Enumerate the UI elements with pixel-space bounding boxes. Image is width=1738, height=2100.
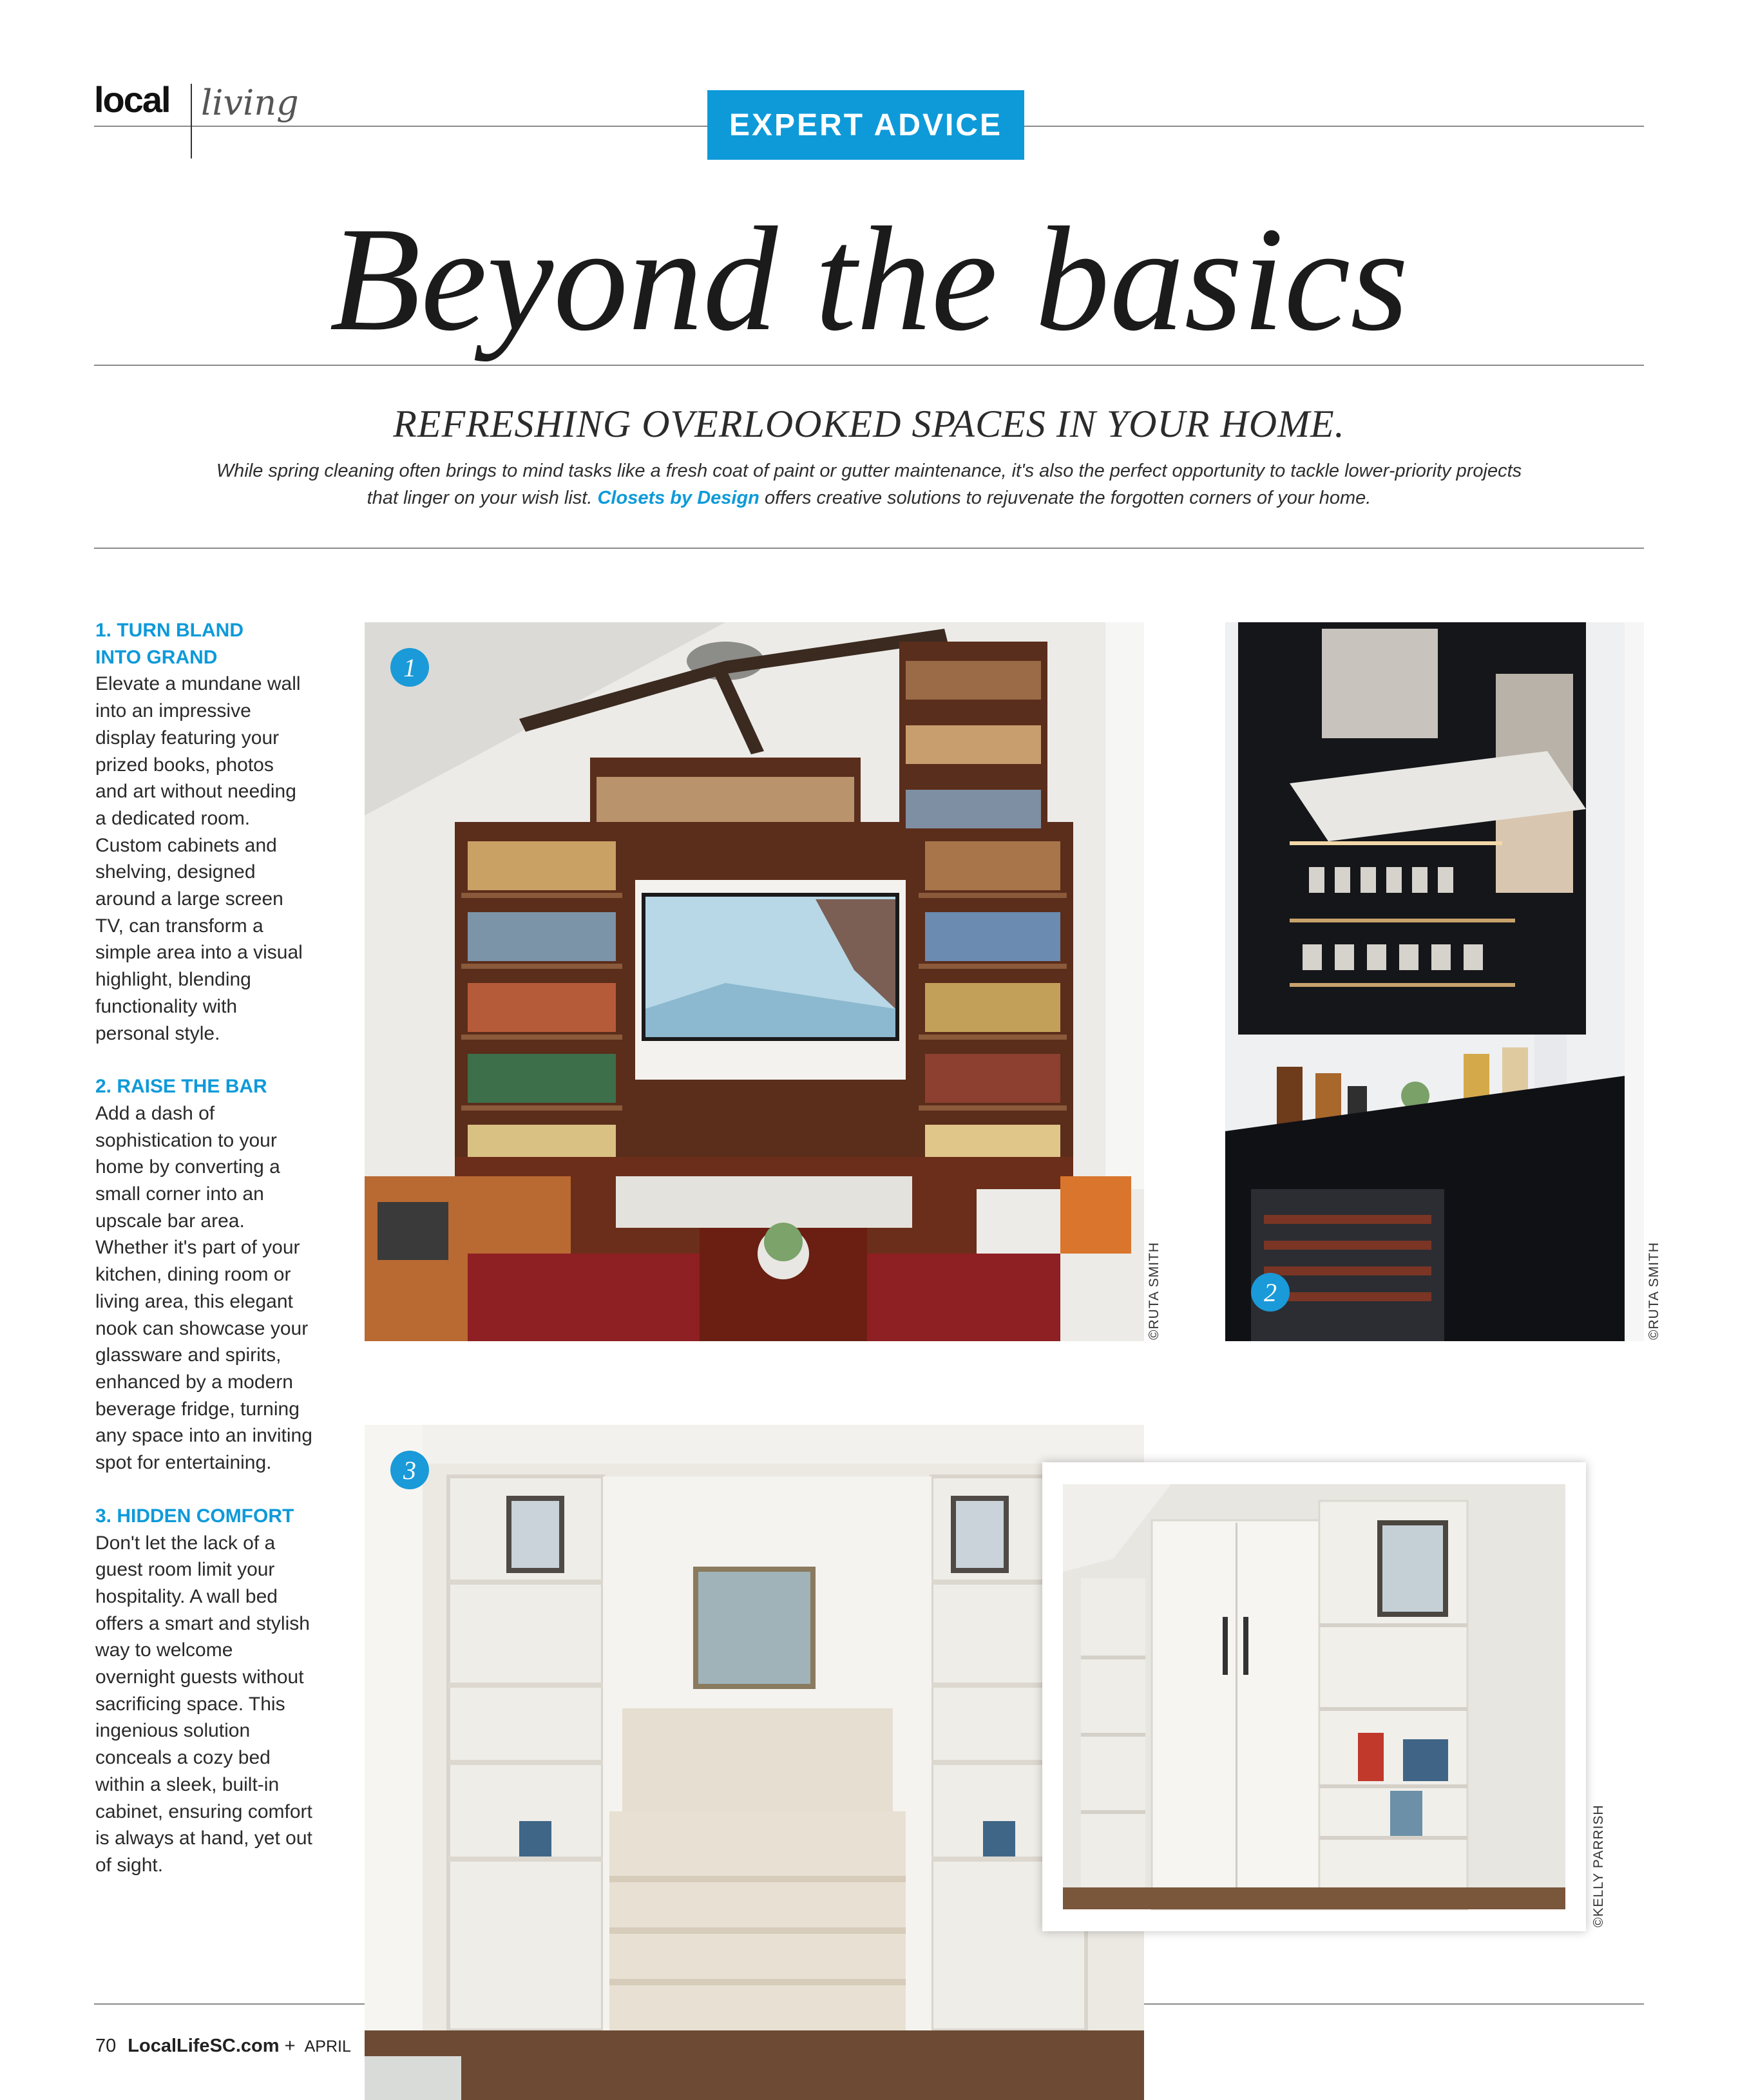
issue-month: APRIL	[304, 2038, 351, 2056]
article-title: Beyond the basics	[329, 196, 1409, 362]
tip-item	[95, 1503, 334, 1879]
folio-separator: +	[284, 2036, 296, 2056]
photo-number-badge: 3	[390, 1451, 429, 1489]
inset-illustration	[1042, 1462, 1586, 1931]
intro-rule	[94, 548, 1644, 549]
section-tag: EXPERT ADVICE	[707, 90, 1024, 160]
article-deck: REFRESHING OVERLOOKED SPACES IN YOUR HOME.	[393, 403, 1345, 445]
wall-bed-illustration	[365, 1425, 1144, 2100]
tip-body: Don't let the lack of a guest room limit your hospitality. A wall bed offers a smart and stylish way to welcome overnight guests without sacrificing space. This ingenious solution conceals a cozy bed within a sleek, built-in cabinet, ensuring comfort is always at hand, yet out of sight.	[95, 1532, 312, 1876]
header-rule-left	[94, 126, 707, 127]
intro-text-2: offers creative solutions to rejuvenate the forgotten corners of your home.	[759, 488, 1371, 508]
photo-credit: ©KELLY PARRISH	[1591, 1804, 1606, 1927]
site-link: LocalLifeSC.com	[128, 2036, 280, 2056]
page-folio	[95, 2036, 351, 2057]
article-intro	[206, 457, 1532, 511]
photo-number-badge: 2	[1251, 1273, 1290, 1312]
photo-wall-bed	[365, 1425, 1144, 2100]
tip-body: Add a dash of sophistication to your home by converting a small corner into an upscale bar area. Whether it's part of your kitchen, dining room or living area, this elegant nook can showcase your glassware and spirits, enhanced by a modern beverage fridge, turning any space into an inviting spot for entertaining.	[95, 1102, 312, 1474]
photo-library-wall	[365, 622, 1144, 1341]
photo-number-badge: 1	[390, 648, 429, 687]
tip-heading: 2. RAISE THE BAR	[95, 1076, 267, 1098]
photo-bar-nook	[1225, 622, 1644, 1341]
library-illustration	[365, 622, 1144, 1341]
photo-credit: ©RUTA SMITH	[1647, 1241, 1661, 1340]
tip-heading: 3. HIDDEN COMFORT	[95, 1505, 294, 1527]
tip-item	[95, 617, 334, 1047]
tip-heading: 1. TURN BLAND INTO GRAND	[95, 620, 244, 668]
photo-wall-bed-closed-inset	[1042, 1462, 1586, 1931]
page-number: 70	[95, 2036, 117, 2056]
tip-item	[95, 1073, 334, 1476]
bar-illustration	[1225, 622, 1644, 1341]
intro-text-1: While spring cleaning often brings to mind tasks like a fresh coat of paint or gutter maintenance, it's also the perfect opportunity to tackle lower-priority projects that linger on your wish list.	[216, 461, 1522, 508]
footer-rule	[94, 2003, 365, 2005]
brand-logo-living: living	[201, 82, 299, 123]
title-rule	[94, 365, 1644, 366]
brand-logo-local: local	[94, 79, 170, 120]
tips-column	[95, 617, 334, 1905]
brand-divider	[191, 84, 192, 158]
brand-highlight: Closets by Design	[597, 488, 759, 508]
photo-credit: ©RUTA SMITH	[1147, 1241, 1161, 1340]
tip-body: Elevate a mundane wall into an impressive display featuring your prized books, photos and art without needing a dedicated room. Custom cabinets and shelving, designed around a large screen TV, can transform a simple area into a visual highlight, blending functionality with personal style.	[95, 673, 303, 1044]
header-rule-right	[1024, 126, 1644, 127]
footer-rule-right	[1144, 2003, 1644, 2005]
